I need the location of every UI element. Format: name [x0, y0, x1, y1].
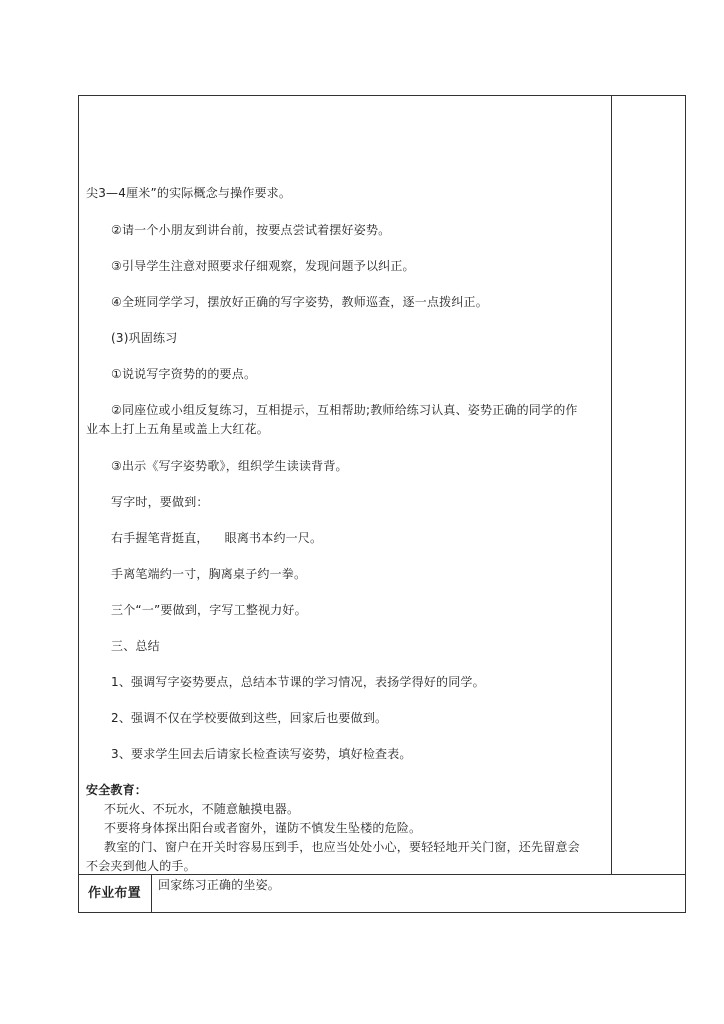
- safety-line-4: 不会夹到他人的手。: [86, 859, 196, 873]
- lesson-line-13: 三个“一”要做到，字写工整视力好。: [111, 603, 307, 617]
- lesson-line-5: (3)巩固练习: [111, 331, 178, 345]
- lesson-line-1: 尖3—4厘米”的实际概念与操作要求。: [86, 186, 292, 200]
- lesson-line-11: 右手握笔背挺直， 眼离书本约一尺。: [111, 531, 323, 545]
- lesson-line-17: 3、要求学生回去后请家长检查读写姿势，填好检查表。: [111, 747, 412, 761]
- table-left-border: [78, 95, 79, 913]
- table-bottom-border: [78, 912, 686, 913]
- safety-line-1: 不玩火、不玩水，不随意触摸电器。: [104, 802, 300, 816]
- lesson-line-3: ③引导学生注意对照要求仔细观察，发现问题予以纠正。: [111, 259, 415, 273]
- lesson-line-7: ②同座位或小组反复练习，互相提示，互相帮助;教师给练习认真、姿势正确的同学的作: [111, 403, 578, 417]
- lesson-line-4: ④全班同学学习，摆放好正确的写字姿势，教师巡查，逐一点拨纠正。: [111, 295, 488, 309]
- table-right-border: [685, 95, 686, 913]
- lesson-line-16: 2、强调不仅在学校要做到这些，回家后也要做到。: [111, 711, 388, 725]
- homework-content: 回家练习正确的坐姿。: [158, 878, 281, 892]
- lesson-line-8: 业本上打上五角星或盖上大红花。: [86, 422, 270, 436]
- table-row-divider: [78, 874, 686, 875]
- lesson-line-6: ①说说写字资势的的要点。: [111, 367, 257, 381]
- lesson-line-9: ③出示《写字姿势歌》，组织学生读读背背。: [111, 459, 348, 473]
- homework-label: 作业布置: [88, 886, 141, 901]
- safety-heading: 安全教育：: [86, 783, 148, 797]
- lesson-line-2: ②请一个小朋友到讲台前，按要点尝试着摆好姿势。: [111, 223, 391, 237]
- lesson-line-12: 手离笔端约一寸，胸离桌子约一拳。: [111, 567, 307, 581]
- table-side-column-divider: [611, 95, 612, 875]
- lesson-line-14: 三、总结: [111, 639, 160, 653]
- lesson-line-10: 写字时，要做到：: [111, 495, 209, 509]
- table-homework-divider: [151, 874, 152, 913]
- lesson-line-15: 1、强调写字姿势要点，总结本节课的学习情况，表扬学得好的同学。: [111, 675, 485, 689]
- table-top-border: [78, 95, 686, 96]
- safety-line-2: 不要将身体探出阳台或者窗外，谨防不慎发生坠楼的危险。: [104, 821, 422, 835]
- safety-line-3: 教室的门、窗户在开关时容易压到手，也应当处处小心，要轻轻地开关门窗，还先留意会: [104, 840, 580, 854]
